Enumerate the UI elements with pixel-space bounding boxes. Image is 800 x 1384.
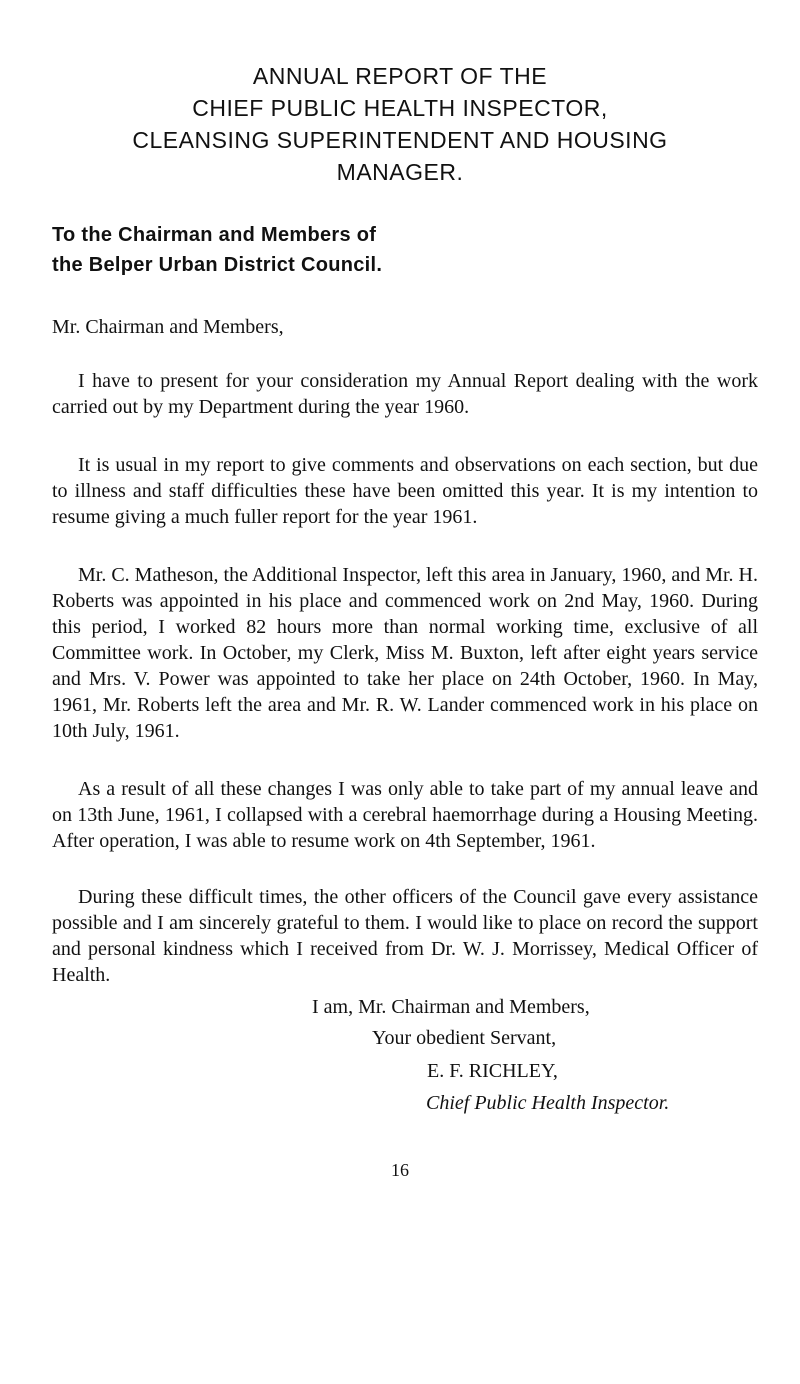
paragraph-4 xyxy=(52,776,758,854)
paragraph-4-text: As a result of all these changes I was only able to take part of my annual leave and on 13th June, 1961, I collapsed with a cerebral haemorrhage during a Housing Meeting. After operation, I was able to resume work on 4th September, 1961. xyxy=(52,778,758,852)
heading-line-1: ANNUAL REPORT OF THE xyxy=(252,63,548,89)
closing-line-2: Your obedient Servant, xyxy=(372,1027,557,1049)
address-line-1: To the Chairman and Members of xyxy=(52,224,377,246)
signatory-name: E. F. RICHLEY, xyxy=(427,1060,558,1082)
heading-line-4: MANAGER. xyxy=(336,159,464,185)
paragraph-3-text: Mr. C. Matheson, the Additional Inspector, left this area in January, 1960, and Mr. H. Roberts was appointed in his place and commenced work on 2nd May, 1960. During this period, I worked 82 hours more than normal working time, exclusive of all Committee work. In October, my Clerk, Miss M. Buxton, left after eight years service and Mrs. V. Power was appointed to take her place on 24th October, 1960. In May, 1961, Mr. Roberts left the area and Mr. R. W. Lander commenced work in his place on 10th July, 1961. xyxy=(52,564,758,742)
paragraph-5-text: During these difficult times, the other officers of the Council gave every assistance possible and I am sincerely grateful to them. I would like to place on record the support and personal kindness which I received from Dr. W. J. Morrissey, Medical Officer of Health. xyxy=(52,886,758,986)
closing-line-1: I am, Mr. Chairman and Members, xyxy=(312,996,590,1018)
page-number: 16 xyxy=(391,1160,409,1180)
salutation: Mr. Chairman and Members, xyxy=(52,316,284,338)
heading-line-3: CLEANSING SUPERINTENDENT AND HOUSING xyxy=(132,127,668,153)
report-heading xyxy=(0,60,800,188)
paragraph-1-text: I have to present for your consideration my Annual Report dealing with the work carried out by my Department during the year 1960. xyxy=(52,370,758,418)
paragraph-2 xyxy=(52,452,758,530)
paragraph-2-text: It is usual in my report to give comments and observations on each section, but due to illness and staff difficulties these have been omitted this year. It is my intention to resume giving a much fuller report for the year 1961. xyxy=(52,454,758,528)
signatory-title: Chief Public Health Inspector. xyxy=(426,1092,670,1114)
paragraph-3 xyxy=(52,562,758,744)
address-line-2: the Belper Urban District Council. xyxy=(52,254,383,276)
paragraph-1 xyxy=(52,368,758,420)
heading-line-2: CHIEF PUBLIC HEALTH INSPECTOR, xyxy=(192,95,608,121)
address-block xyxy=(52,220,382,280)
paragraph-5 xyxy=(52,884,758,988)
